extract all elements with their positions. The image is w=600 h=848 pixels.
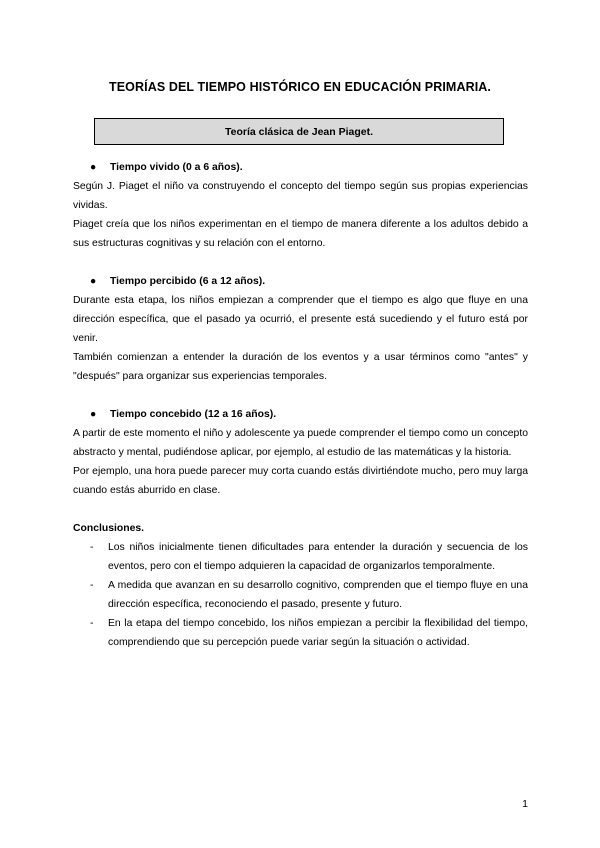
stage-heading-text: Tiempo vivido (0 a 6 años). xyxy=(110,162,243,173)
conclusions-section xyxy=(73,519,528,652)
stage-heading-text: Tiempo concebido (12 a 16 años). xyxy=(110,409,277,420)
paragraph: Piaget creía que los niños experimentan en el tiempo de manera diferente a los adultos debido a sus estructuras cognitivas y su relación con el entorno. xyxy=(73,219,528,249)
paragraph: A partir de este momento el niño y adolescente ya puede comprender el tiempo como un concepto abstracto y mental, pudiéndose aplicar, por ejemplo, al estudio de las matemáticas y la historia. xyxy=(73,428,528,458)
bullet-icon: ● xyxy=(90,162,97,173)
paragraph: Durante esta etapa, los niños empiezan a comprender que el tiempo es algo que fluye en una dirección específica, que el pasado ya ocurrió, el presente está sucediendo y el futuro está por venir. xyxy=(73,295,528,344)
list-item-text: En la etapa del tiempo concebido, los niños empiezan a percibir la flexibilidad del tiempo, comprendiendo que su percepción puede variar según la situación o actividad. xyxy=(108,618,528,648)
conclusions-list xyxy=(73,538,528,652)
list-item-text: Los niños inicialmente tienen dificultades para entender la duración y secuencia de los eventos, pero con el tiempo adquieren la capacidad de organizarlos temporalmente. xyxy=(108,542,528,572)
bullet-icon: ● xyxy=(90,276,97,287)
stage-section xyxy=(73,158,528,253)
stage-heading xyxy=(73,272,528,291)
list-item xyxy=(73,614,528,652)
section-title: Teoría clásica de Jean Piaget. xyxy=(224,125,374,138)
document-title: TEORÍAS DEL TIEMPO HISTÓRICO EN EDUCACIÓN PRIMARIA. xyxy=(109,80,491,94)
stage-heading-text: Tiempo percibido (6 a 12 años). xyxy=(110,276,266,287)
dash-icon: - xyxy=(90,542,94,553)
list-item xyxy=(73,538,528,576)
bullet-icon: ● xyxy=(90,409,97,420)
conclusions-heading: Conclusiones. xyxy=(73,523,145,534)
paragraph: También comienzan a entender la duración de los eventos y a usar términos como "antes" y "después" para organizar sus experiencias temporales. xyxy=(73,352,528,382)
section-title-box xyxy=(94,118,504,145)
paragraph: Por ejemplo, una hora puede parecer muy corta cuando estás divirtiéndote mucho, pero muy larga cuando estás aburrido en clase. xyxy=(73,466,528,496)
dash-icon: - xyxy=(90,618,94,629)
stage-section xyxy=(73,272,528,386)
stage-heading xyxy=(73,405,528,424)
dash-icon: - xyxy=(90,580,94,591)
paragraph: Según J. Piaget el niño va construyendo el concepto del tiempo según sus propias experiencias vividas. xyxy=(73,181,528,211)
list-item-text: A medida que avanzan en su desarrollo cognitivo, comprenden que el tiempo fluye en una dirección específica, reconociendo el pasado, presente y futuro. xyxy=(108,580,528,610)
stage-heading xyxy=(73,158,528,177)
list-item xyxy=(73,576,528,614)
page-number: 1 xyxy=(522,798,528,810)
document-body xyxy=(73,158,528,652)
stage-section xyxy=(73,405,528,500)
